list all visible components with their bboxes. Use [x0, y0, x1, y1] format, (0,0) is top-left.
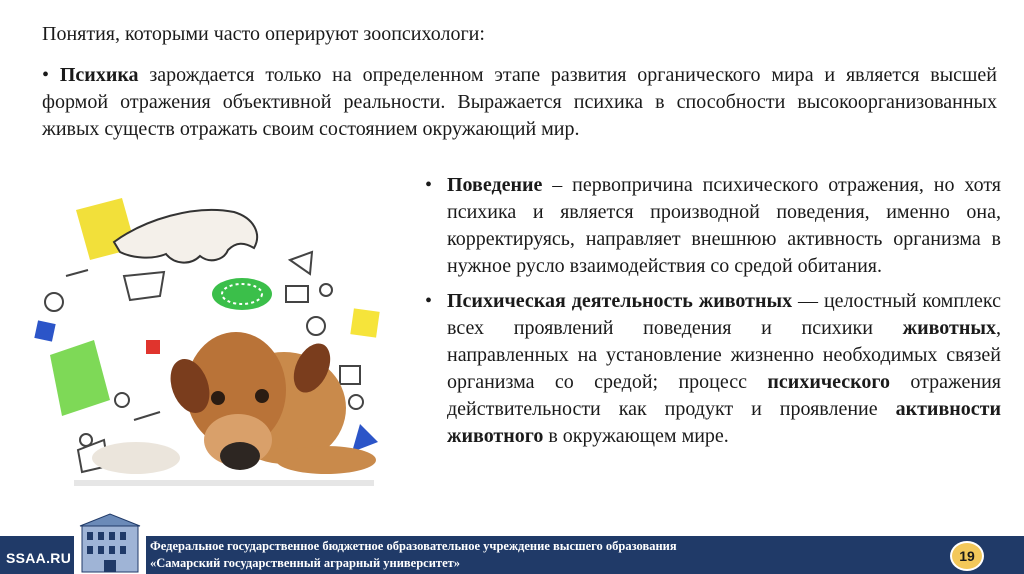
emphasis-word: активности животного — [447, 398, 1001, 447]
term-behavior: Поведение — [447, 174, 543, 196]
definition-part: в окружающем мире. — [543, 425, 729, 447]
site-logo-text[interactable]: SSAA.RU — [6, 550, 72, 566]
behavior-definition: – первопричина психического отражения, но хотя психика и является производной поведения, именно она, корректируясь, направляет внешнюю активность организма в нужное русло взаимодействия со средой обитания. — [447, 174, 1001, 277]
dog-illustration — [14, 190, 416, 502]
definition-part: — целостный комплекс всех проявлений поведения и психики — [447, 290, 1001, 339]
yellow-small-square-shape — [350, 308, 379, 337]
definition-part: , направленных на установление жизненно необходимых связей организма со средой; процесс — [447, 317, 1001, 393]
psyche-paragraph — [42, 62, 997, 143]
institution-line-2: «Самарский государственный аграрный университет» — [150, 556, 461, 570]
bullet-list — [425, 172, 1001, 458]
blue-square-shape — [34, 320, 55, 341]
slide-heading: Понятия, которыми часто оперируют зоопсихологи: — [42, 23, 485, 45]
bullet-dot: • — [425, 174, 433, 196]
list-item — [425, 172, 1001, 280]
bullet-dot: • — [425, 290, 433, 312]
red-square-shape — [146, 340, 160, 354]
institution-name — [150, 538, 910, 572]
institution-line-1: Федеральное государственное бюджетное образовательное учреждение высшего образования — [150, 539, 677, 553]
term-mental-activity: Психическая деятельность животных — [447, 290, 793, 312]
psyche-definition: зарождается только на определенном этапе развития органического мира и является высшей формой отражения объективной реальности. Выражается психика в способности высокоорганизованных живых существ отражать своим состоянием окружающий мир. — [42, 64, 998, 140]
emphasis-word: животных — [902, 317, 996, 339]
university-building-icon — [74, 512, 146, 574]
term-psyche: Психика — [59, 64, 139, 86]
page-number-badge: 19 — [950, 541, 984, 571]
bullet-dot: • — [42, 64, 50, 86]
definition-part: отражения действительности как продукт и проявление — [447, 371, 1001, 420]
list-item — [425, 288, 1001, 450]
emphasis-word: психического — [767, 371, 890, 393]
